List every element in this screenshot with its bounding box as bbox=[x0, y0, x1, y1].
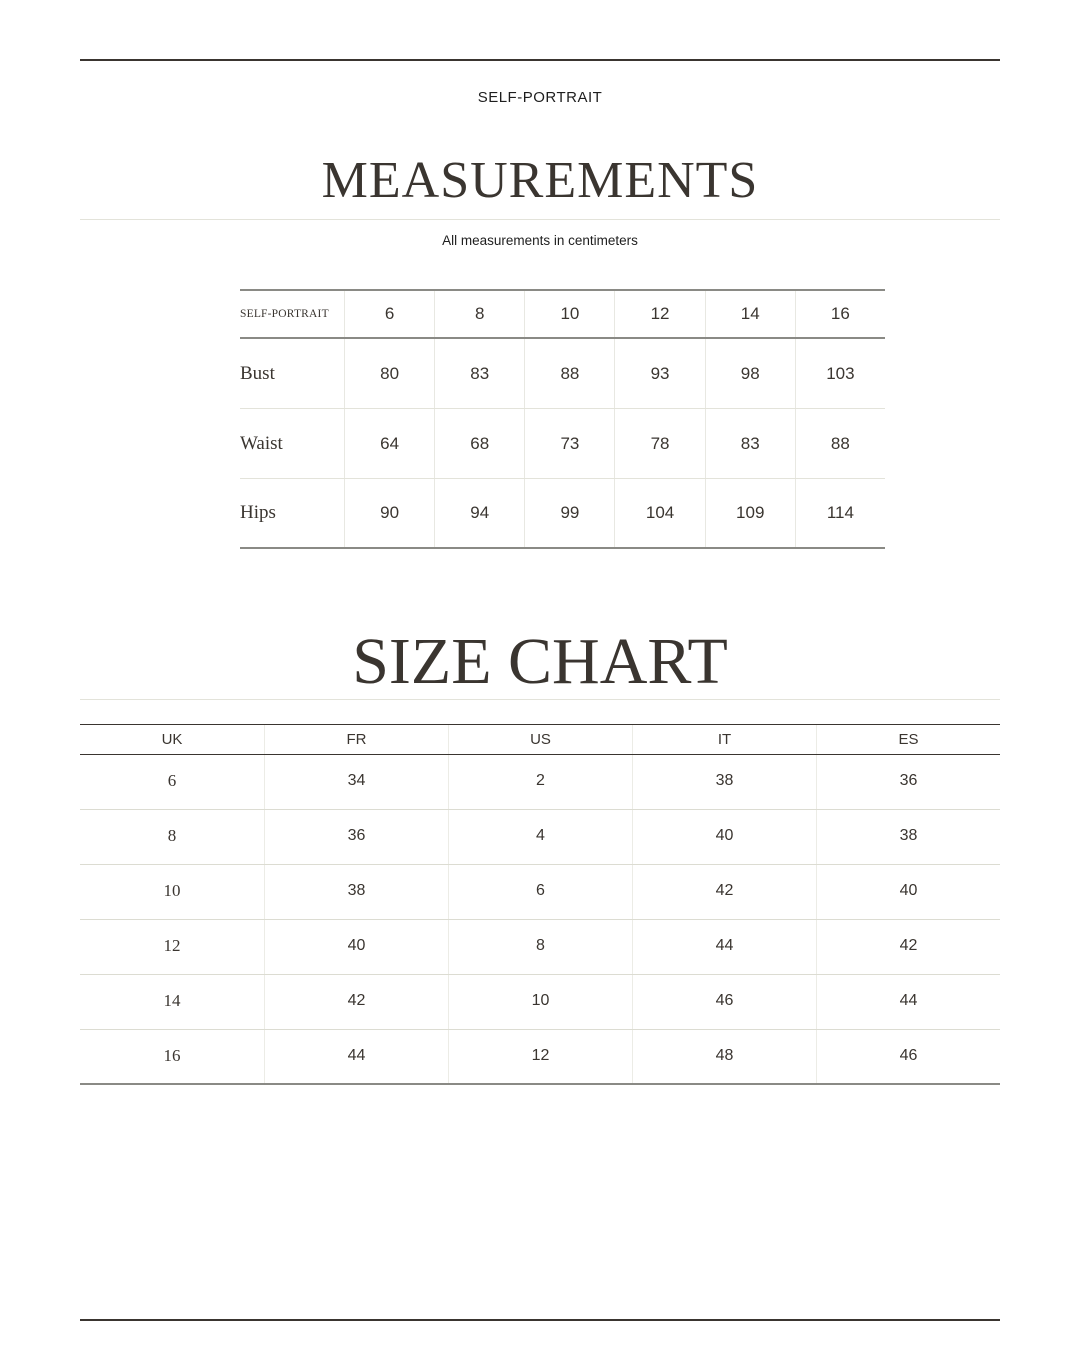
measurement-value: 94 bbox=[434, 479, 524, 547]
measurements-title: MEASUREMENTS bbox=[321, 152, 759, 209]
column-header-us: US bbox=[448, 725, 632, 754]
measurements-table bbox=[240, 289, 885, 549]
measurements-title-divider bbox=[80, 219, 1000, 220]
size-cell: 48 bbox=[632, 1030, 816, 1083]
brand-name: SELF-PORTRAIT bbox=[477, 89, 603, 106]
table-row bbox=[80, 810, 1000, 865]
size-cell: 14 bbox=[163, 991, 181, 1010]
size-cell: 2 bbox=[448, 755, 632, 809]
measurement-value: 103 bbox=[795, 339, 885, 408]
top-divider bbox=[80, 59, 1000, 61]
measurement-value: 83 bbox=[705, 409, 795, 478]
size-cell: 44 bbox=[816, 975, 1000, 1029]
size-chart-title-divider bbox=[80, 699, 1000, 700]
size-cell: 40 bbox=[264, 920, 448, 974]
size-cell: 42 bbox=[632, 865, 816, 919]
size-header: 16 bbox=[795, 291, 885, 337]
column-header-uk: UK bbox=[161, 731, 183, 748]
table-row bbox=[80, 755, 1000, 810]
size-header: 12 bbox=[614, 291, 704, 337]
measurement-value: 109 bbox=[705, 479, 795, 547]
column-header-fr: FR bbox=[264, 725, 448, 754]
size-cell: 46 bbox=[632, 975, 816, 1029]
size-cell: 10 bbox=[163, 881, 181, 900]
measurement-value: 93 bbox=[614, 339, 704, 408]
size-cell: 36 bbox=[816, 755, 1000, 809]
measurement-row-hips bbox=[240, 479, 885, 549]
size-cell: 40 bbox=[632, 810, 816, 864]
measurement-value: 104 bbox=[614, 479, 704, 547]
size-cell: 36 bbox=[264, 810, 448, 864]
measurement-label: Waist bbox=[240, 432, 283, 454]
measurement-value: 88 bbox=[795, 409, 885, 478]
column-header-es: ES bbox=[816, 725, 1000, 754]
size-chart-title: SIZE CHART bbox=[352, 625, 728, 698]
size-cell: 4 bbox=[448, 810, 632, 864]
size-header: 14 bbox=[705, 291, 795, 337]
size-chart-table bbox=[80, 724, 1000, 1085]
size-cell: 46 bbox=[816, 1030, 1000, 1083]
size-cell: 8 bbox=[448, 920, 632, 974]
table-row bbox=[80, 865, 1000, 920]
bottom-divider bbox=[80, 1319, 1000, 1321]
column-header-it: IT bbox=[632, 725, 816, 754]
measurement-value: 83 bbox=[434, 339, 524, 408]
size-cell: 44 bbox=[632, 920, 816, 974]
measurement-value: 88 bbox=[524, 339, 614, 408]
measurement-label: Bust bbox=[240, 362, 275, 384]
measurement-value: 73 bbox=[524, 409, 614, 478]
table-row bbox=[80, 1030, 1000, 1085]
measurement-row-waist bbox=[240, 409, 885, 479]
size-cell: 40 bbox=[816, 865, 1000, 919]
size-header: 8 bbox=[434, 291, 524, 337]
size-cell: 38 bbox=[816, 810, 1000, 864]
measurement-value: 114 bbox=[795, 479, 885, 547]
measurement-value: 64 bbox=[344, 409, 434, 478]
size-chart-header-row bbox=[80, 724, 1000, 755]
measurement-value: 90 bbox=[344, 479, 434, 547]
measurement-value: 68 bbox=[434, 409, 524, 478]
size-cell: 42 bbox=[816, 920, 1000, 974]
size-header: 6 bbox=[344, 291, 434, 337]
size-cell: 42 bbox=[264, 975, 448, 1029]
size-header: 10 bbox=[524, 291, 614, 337]
size-cell: 6 bbox=[448, 865, 632, 919]
table-row bbox=[80, 920, 1000, 975]
size-cell: 6 bbox=[167, 771, 177, 790]
size-cell: 16 bbox=[163, 1045, 181, 1065]
size-cell: 34 bbox=[264, 755, 448, 809]
size-cell: 12 bbox=[163, 936, 181, 955]
measurements-corner-label: SELF-PORTRAIT bbox=[240, 308, 329, 320]
measurement-value: 78 bbox=[614, 409, 704, 478]
measurement-value: 80 bbox=[344, 339, 434, 408]
measurement-label: Hips bbox=[240, 502, 276, 523]
measurement-value: 99 bbox=[524, 479, 614, 547]
measurements-header-row bbox=[240, 289, 885, 339]
table-row bbox=[80, 975, 1000, 1030]
size-cell: 10 bbox=[448, 975, 632, 1029]
size-cell: 12 bbox=[448, 1030, 632, 1083]
size-cell: 8 bbox=[167, 826, 177, 845]
size-cell: 44 bbox=[264, 1030, 448, 1083]
measurement-value: 98 bbox=[705, 339, 795, 408]
measurement-row-bust bbox=[240, 339, 885, 409]
measurements-unit-note: All measurements in centimeters bbox=[442, 233, 638, 248]
size-cell: 38 bbox=[632, 755, 816, 809]
size-cell: 38 bbox=[264, 865, 448, 919]
